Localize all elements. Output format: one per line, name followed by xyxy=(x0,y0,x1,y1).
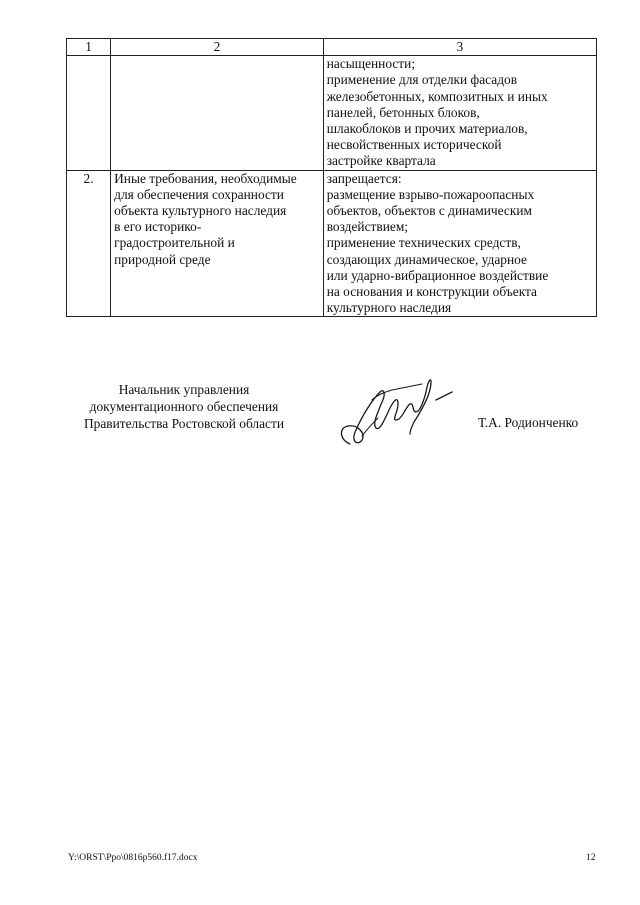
text-line: для обеспечения сохранности xyxy=(114,186,284,202)
table-row xyxy=(67,56,597,170)
text-line: применение технических средств, xyxy=(326,235,521,251)
row-number: 2. xyxy=(67,170,111,317)
text-line: применение для отделки фасадов xyxy=(326,72,518,88)
text-line: природной среде xyxy=(114,251,211,267)
handwritten-signature xyxy=(332,370,460,452)
text-line: насыщенности; xyxy=(326,56,416,72)
header-col-1: 1 xyxy=(67,39,111,56)
row-description xyxy=(323,56,596,170)
position-line: документационного обеспечения xyxy=(89,399,279,414)
text-line: создающих динамическое, ударное xyxy=(326,251,527,267)
header-col-3: 3 xyxy=(323,39,596,56)
requirements-table xyxy=(66,38,597,317)
row-requirement xyxy=(111,170,324,317)
signatory-position xyxy=(66,381,302,432)
text-line: шлакоблоков и прочих материалов, xyxy=(326,121,528,137)
text-line: или ударно-вибрационное воздействие xyxy=(326,267,549,283)
text-line: на основания и конструкции объекта xyxy=(326,284,537,300)
text-line: градостроительной и xyxy=(114,235,235,251)
text-line: железобетонных, композитных и иных xyxy=(326,88,548,104)
text-line: в его историко- xyxy=(114,219,202,235)
position-line: Правительства Ростовской области xyxy=(83,416,285,431)
signatory-name: Т.А. Родионченко xyxy=(478,415,579,430)
text-line: Иные требования, необходимые xyxy=(114,170,297,186)
table-header-row xyxy=(67,39,597,56)
text-line: запрещается: xyxy=(326,170,402,186)
text-line: культурного наследия xyxy=(326,300,452,316)
header-col-2: 2 xyxy=(111,39,324,56)
row-number xyxy=(67,56,111,170)
position-line: Начальник управления xyxy=(118,382,250,397)
table-row xyxy=(67,170,597,317)
text-line: застройке квартала xyxy=(326,153,436,169)
page-number: 12 xyxy=(586,853,596,863)
row-requirement xyxy=(111,56,324,170)
text-line: объектов, объектов с динамическим xyxy=(326,203,532,219)
text-line: несвойственных исторической xyxy=(326,137,502,153)
text-line: размещение взрыво-пожароопасных xyxy=(326,186,535,202)
text-line: воздействием; xyxy=(326,219,409,235)
footer-file-path: Y:\ORST\Ppo\0816p560.f17.docx xyxy=(68,853,198,863)
row-description xyxy=(323,170,596,317)
text-line: панелей, бетонных блоков, xyxy=(326,104,480,120)
text-line: объекта культурного наследия xyxy=(114,203,287,219)
